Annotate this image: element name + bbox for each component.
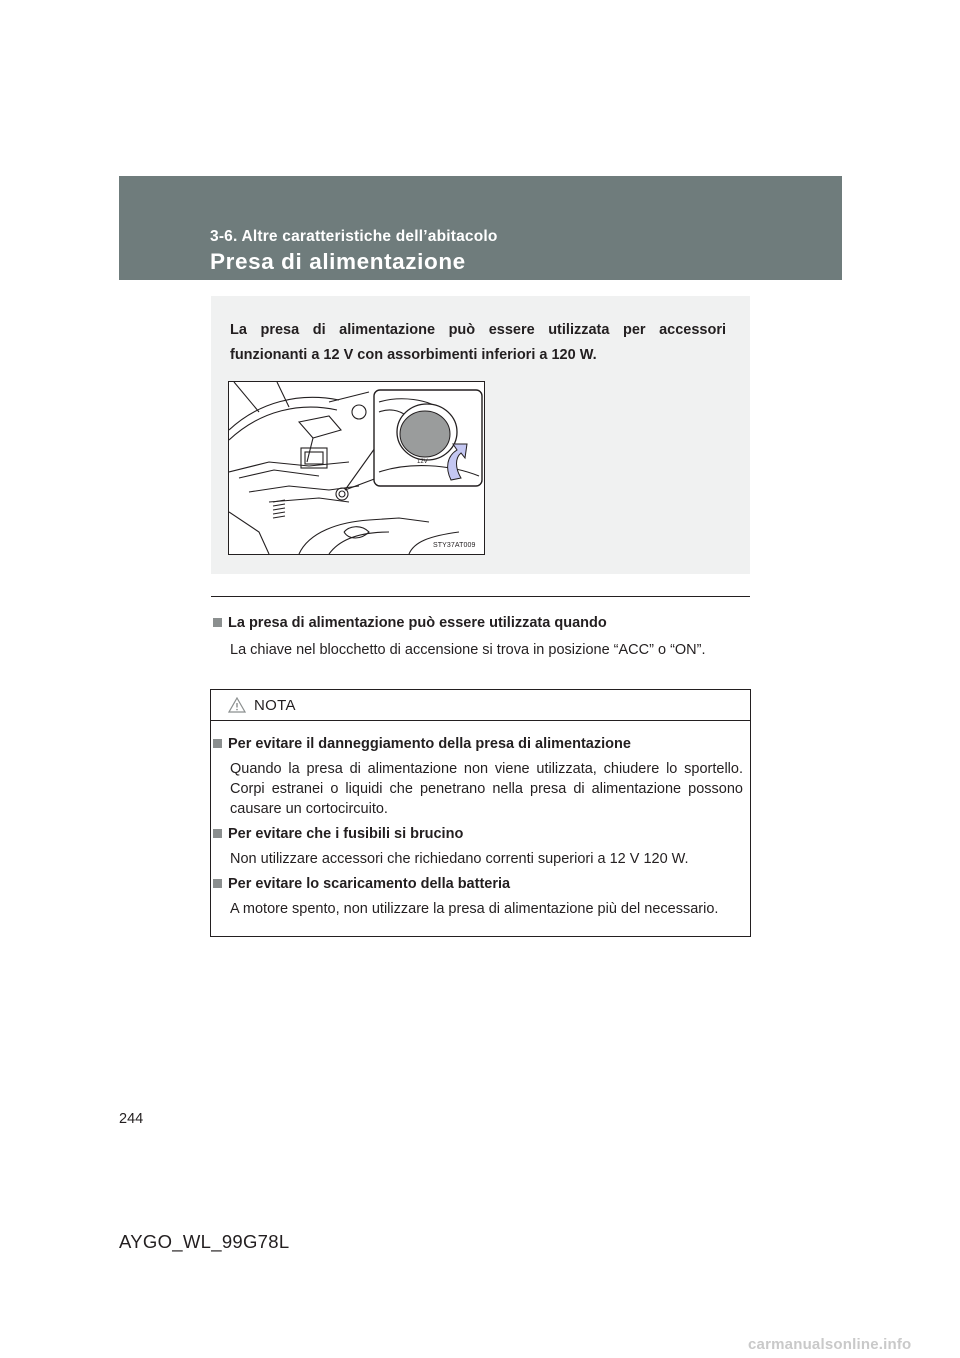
power-outlet-illustration (228, 381, 485, 555)
caution-item-heading-text: Per evitare lo scaricamento della batteria (228, 876, 511, 892)
usage-note (211, 615, 750, 660)
caution-item-heading-text: Per evitare il danneggiamento della presa di alimentazione (228, 736, 631, 752)
note-heading (211, 615, 750, 631)
caution-item-heading-text: Per evitare che i fusibili si brucino (228, 826, 464, 842)
page-title: Presa di alimentazione (210, 249, 466, 274)
caution-item (211, 875, 750, 919)
caution-items (211, 735, 750, 925)
intro-box (211, 296, 750, 574)
bullet-square-icon (213, 618, 222, 627)
section-label: 3-6. Altre caratteristiche dell’abitacolo (210, 228, 498, 245)
figure-12v-label: 12V (417, 459, 428, 465)
document-code: AYGO_WL_99G78L (119, 1231, 290, 1252)
caution-header (211, 690, 750, 721)
section-divider (211, 596, 750, 597)
caution-item-heading (211, 735, 750, 753)
caution-item-body: A motore spento, non utilizzare la presa di alimentazione più del necessario. (230, 901, 719, 917)
note-heading-text: La presa di alimentazione può essere utilizzata quando (228, 615, 607, 631)
bullet-square-icon (213, 739, 222, 748)
bullet-square-icon (213, 829, 222, 838)
caution-box (210, 689, 751, 937)
dashboard-drawing (229, 382, 484, 554)
page-number: 244 (119, 1111, 144, 1127)
note-body: La chiave nel blocchetto di accensione si trova in posizione “ACC” o “ON”. (230, 642, 706, 658)
watermark-link[interactable]: carmanualsonline.info (748, 1336, 912, 1353)
header-band (119, 176, 842, 280)
caution-item (211, 735, 750, 819)
warning-triangle-icon (228, 697, 246, 713)
figure-code: STY37AT009 (433, 542, 476, 549)
caution-item (211, 825, 750, 869)
caution-title: NOTA (254, 697, 296, 714)
caution-item-body: Non utilizzare accessori che richiedano correnti superiori a 12 V 120 W. (230, 851, 689, 867)
caution-item-body: Quando la presa di alimentazione non viene utilizzata, chiudere lo sportello. Corpi estranei o liquidi che penetrano nella presa di alimentazione possono causare un cortocircuito. (230, 761, 743, 817)
caution-item-heading (211, 825, 750, 843)
intro-text: La presa di alimentazione può essere utilizzata per accessori funzionanti a 12 V con assorbimenti inferiori a 120 W. (230, 322, 726, 363)
caution-item-heading (211, 875, 750, 893)
bullet-square-icon (213, 879, 222, 888)
